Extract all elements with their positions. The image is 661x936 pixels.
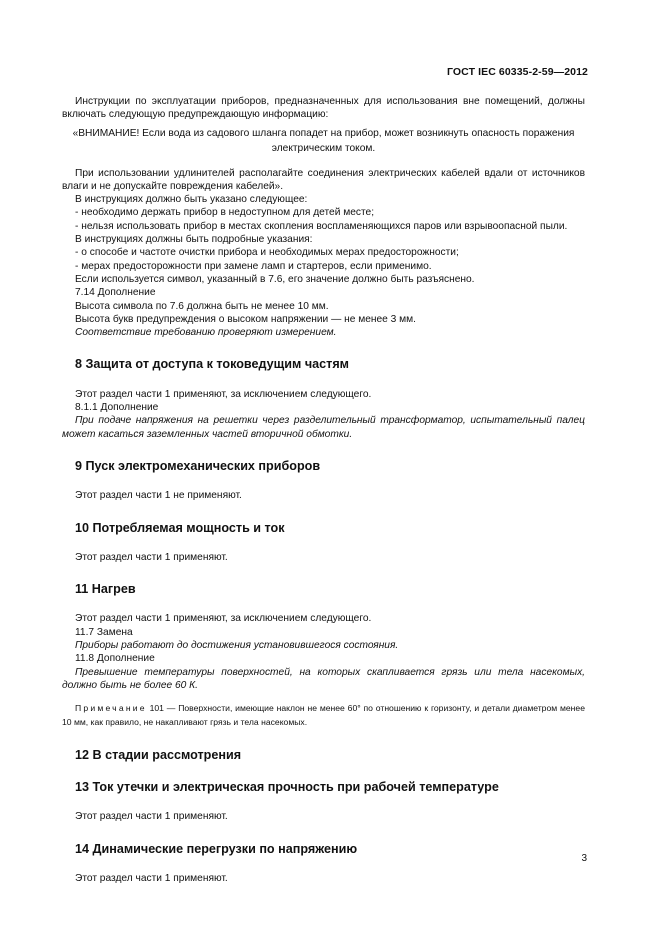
clause-heading: 11.8 Дополнение: [75, 653, 155, 665]
paragraph: В инструкциях должно быть указано следующее:: [75, 194, 308, 206]
list-item: - мерах предосторожности при замене ламп и стартеров, если применимо.: [75, 260, 432, 272]
section-heading-10: 10 Потребляемая мощность и ток: [75, 520, 285, 535]
paragraph: Этот раздел части 1 не применяют.: [75, 490, 242, 502]
paragraph: Высота символа по 7.6 должна быть не менее 10 мм.: [75, 300, 329, 312]
compliance-text: Приборы работают до достижения установившегося состояния.: [75, 640, 399, 652]
paragraph: Этот раздел части 1 применяют.: [75, 551, 228, 563]
section-heading-8: 8 Защита от доступа к токоведущим частям: [75, 357, 349, 372]
document-header: ГОСТ IEC 60335-2-59—2012: [446, 66, 588, 78]
clause-heading: 8.1.1 Дополнение: [75, 402, 159, 414]
list-item: - нельзя использовать прибор в местах скопления воспламеняющихся паров или взрывоопасной пыли.: [75, 220, 568, 232]
paragraph: Высота букв предупреждения о высоком напряжении — не менее 3 мм.: [75, 313, 417, 325]
warning-text: «ВНИМАНИЕ! Если вода из садового шланга попадет на прибор, может возникнуть опасность поражения электрическим током.: [72, 127, 575, 155]
section-heading-9: 9 Пуск электромеханических приборов: [75, 458, 321, 473]
section-heading-14: 14 Динамические перегрузки по напряжению: [75, 841, 358, 856]
paragraph: Этот раздел части 1 применяют, за исключением следующего.: [75, 613, 372, 625]
section-heading-12: 12 В стадии рассмотрения: [75, 747, 242, 762]
paragraph: При использовании удлинителей располагайте соединения электрических кабелей вдали от источников влаги и не допускайте повреждения кабелей».: [62, 167, 585, 192]
note-label: Примечание: [75, 703, 147, 714]
section-heading-13: 13 Ток утечки и электрическая прочность при рабочей температуре: [75, 780, 499, 795]
compliance-text: При подаче напряжения на решетки через разделительный трансформатор, испытательный палец может касаться заземленных частей вторичной обмотки.: [62, 415, 585, 440]
paragraph: Если используется символ, указанный в 7.6, его значение должно быть разъяснено.: [75, 273, 475, 285]
page-content: [62, 95, 585, 885]
compliance-text: Превышение температуры поверхностей, на которых скапливается грязь или тела насекомых, должно быть не более 60 К.: [62, 666, 585, 691]
paragraph: В инструкциях должны быть подробные указания:: [75, 234, 313, 246]
clause-heading: 11.7 Замена: [75, 626, 133, 638]
section-heading-11: 11 Нагрев: [75, 582, 136, 597]
page-number: 3: [581, 853, 587, 864]
compliance-text: Соответствие требованию проверяют измерением.: [75, 327, 337, 339]
list-item: - о способе и частоте очистки прибора и необходимых мерах предосторожности;: [75, 247, 459, 259]
paragraph: Этот раздел части 1 применяют, за исключением следующего.: [75, 388, 372, 400]
paragraph: Инструкции по эксплуатации приборов, предназначенных для использования вне помещений, должны включать следующую предупреждающую информацию:: [62, 96, 585, 121]
list-item: - необходимо держать прибор в недоступном для детей месте;: [75, 207, 375, 219]
paragraph: Этот раздел части 1 применяют.: [75, 811, 228, 823]
note-text: [62, 702, 585, 730]
note-body: 101 — Поверхности, имеющие наклон не менее 60° по отношению к горизонту, и детали диаметром менее 10 мм, как правило, не накапливают грязь и тела насекомых.: [62, 703, 585, 727]
paragraph: Этот раздел части 1 применяют.: [75, 872, 228, 884]
clause-heading: 7.14 Дополнение: [75, 287, 156, 299]
